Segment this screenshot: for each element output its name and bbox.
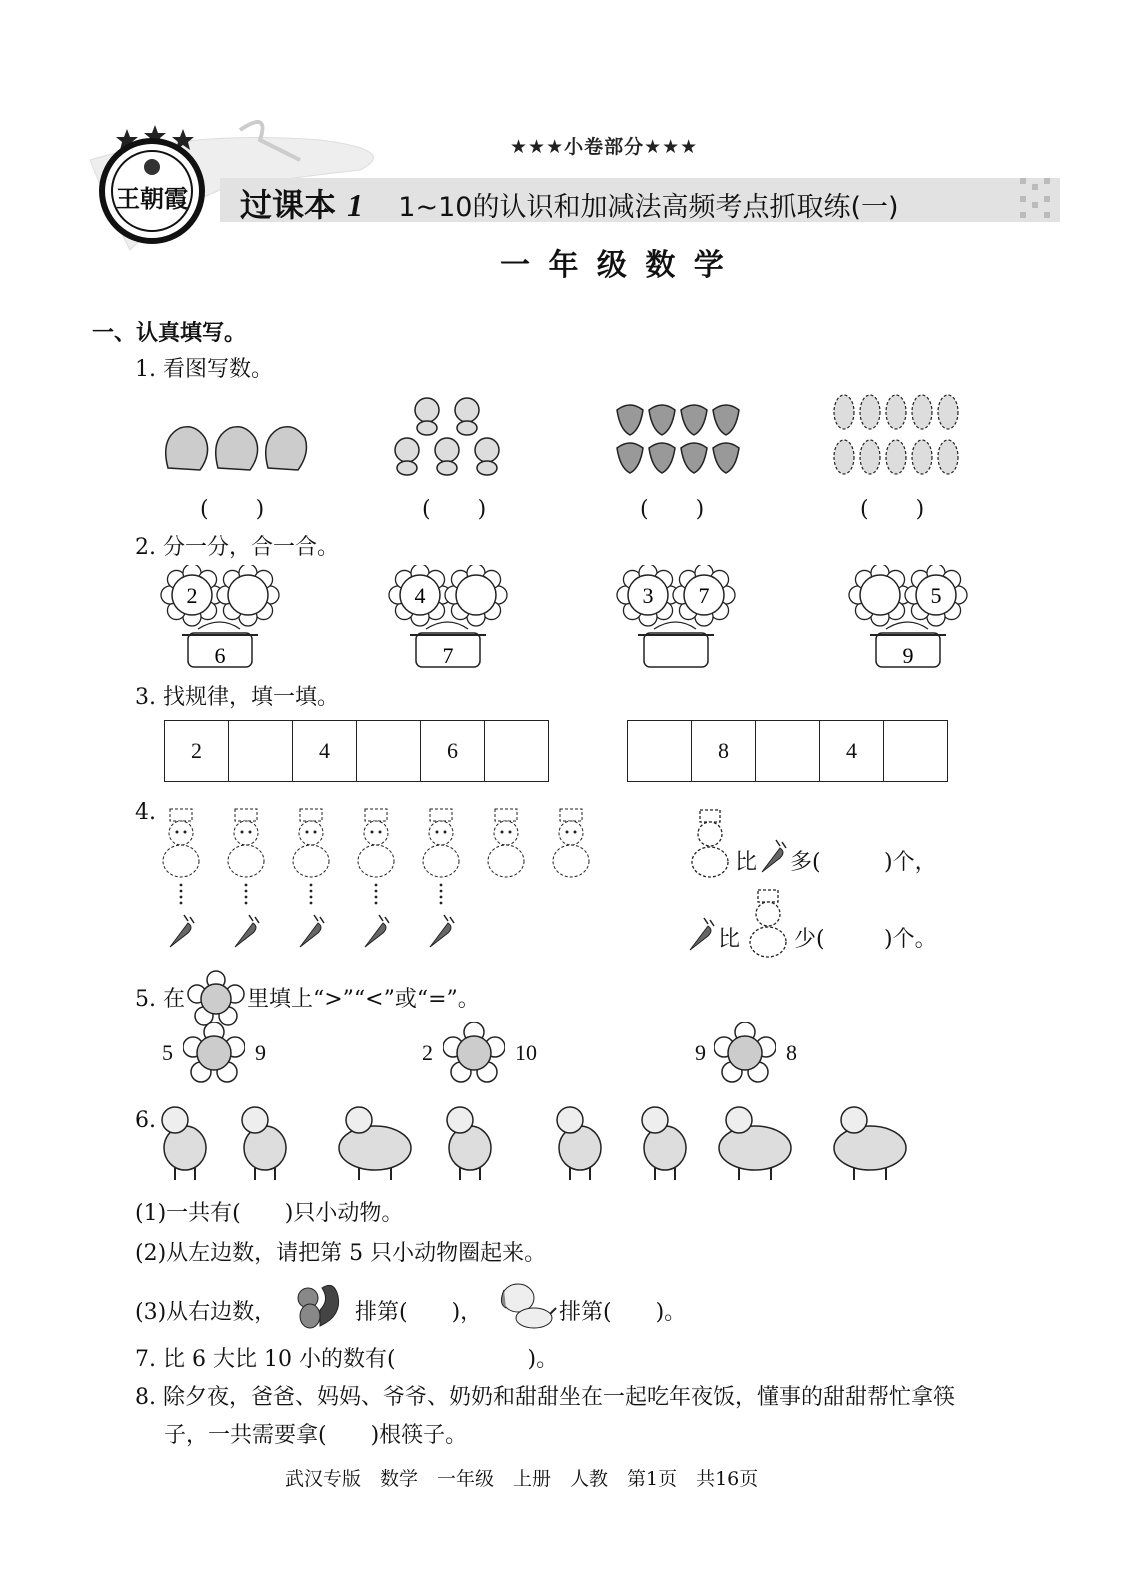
q3-cell[interactable] [756,721,820,781]
q6-sub1: (1)一共有( )只小动物。 [135,1201,404,1226]
rabbit-icon [162,1107,206,1180]
pot-right-number[interactable]: 7 [698,583,710,608]
leaf-icon [830,392,960,482]
title-prefix: 过课本 [240,186,337,224]
q3-cell[interactable]: 4 [293,721,357,781]
snowman-icon [163,809,199,877]
q3-cell[interactable] [357,721,421,781]
flower-icon [445,565,507,626]
q1-answer-2[interactable]: ( ) [422,497,488,522]
q1-answer-3[interactable]: ( ) [640,497,706,522]
page-title [240,180,899,226]
strawberry-icon [612,400,742,480]
dotted-connector [180,884,183,905]
q6-sub3-b: 排第( )， [355,1300,483,1325]
q4-line1-word1: 比 [735,850,758,875]
flower-icon [161,565,223,626]
puppy-icon [242,1107,286,1180]
flower-icon [905,565,967,626]
bear-icon [339,1107,411,1180]
q3-cell[interactable]: 8 [692,721,756,781]
carrot-icon [365,915,389,947]
flower-icon [389,565,451,626]
q1-label: 1. 看图写数。 [135,357,273,382]
snowman-icon [746,888,790,960]
flower-pot [389,565,507,668]
pot-left-number[interactable]: 2 [186,583,198,608]
q5-item2-a: 2 [422,1040,433,1065]
snowman-icon [553,809,589,877]
flower-pot [161,565,279,668]
compare-flower-2[interactable] [443,1022,505,1084]
q4-line1-word2: 多( [790,850,821,875]
page-subtitle: 一 年 级 数 学 [500,248,728,283]
flower-icon [849,565,911,626]
q3-label: 3. 找规律，填一填。 [135,685,339,710]
q5-item1-b: 9 [255,1040,266,1065]
compare-flower-3[interactable] [714,1022,776,1084]
q6-animal-row [160,1098,920,1183]
flower-pot [617,565,735,667]
dotted-connector [440,884,443,905]
squirrel-icon [447,1107,491,1180]
q3-cell[interactable] [884,721,947,781]
pot-right-number[interactable]: 5 [930,583,942,608]
flower-icon [217,565,279,626]
q6-label: 6. [135,1108,156,1133]
pot-left-number[interactable]: 3 [642,583,654,608]
carrot-icon [235,915,259,947]
q2-label: 2. 分一分，合一合。 [135,535,339,560]
flower-blank-icon [187,970,245,1028]
q2-flower-pots [150,565,1020,675]
q4-line1-word3: )个， [884,850,937,875]
snowman-icon [688,808,732,880]
q5-item2-b: 10 [515,1040,537,1065]
brand-name: 王朝霞 [116,187,188,213]
carrot-icon [686,916,716,952]
dotted-connector [310,884,313,905]
q5-item1-a: 5 [162,1040,173,1065]
q3-sequence-1 [164,720,549,782]
q3-cell[interactable]: 4 [820,721,884,781]
section-heading: 一、认真填写。 [92,321,247,346]
horse-icon [719,1107,791,1180]
page-footer: 武汉专版 数学 一年级 上册 人教 第1页 共16页 [285,1468,759,1490]
carrot-icon [300,915,324,947]
q3-cell[interactable] [628,721,692,781]
elephant-icon [834,1107,906,1180]
carrot-icon [758,838,788,874]
q4-snowmen-carrots [160,805,620,955]
deer-icon [642,1107,686,1180]
pot-total-number[interactable]: 9 [902,643,914,668]
snowman-icon [293,809,329,877]
title-main: 1~10的认识和加减法高频考点抓取练(一) [398,192,899,223]
q3-cell[interactable]: 2 [165,721,229,781]
snowman-icon [488,809,524,877]
title-number: 1 [347,187,364,223]
q1-answer-4[interactable]: ( ) [860,497,926,522]
section-banner: ★★★小卷部分★★★ [510,136,699,158]
brand-logo [92,125,212,245]
snowman-icon [358,809,394,877]
q5-item3-a: 9 [695,1040,706,1065]
snowman-icon [228,809,264,877]
cabbage-icon [160,418,310,478]
dotted-connector [375,884,378,905]
q4-line2-word3: )个。 [884,927,937,952]
squirrel-icon [290,1276,346,1332]
q6-sub3-a: (3)从右边数， [135,1300,277,1325]
snowman-icon [423,809,459,877]
q4-label: 4. [135,800,156,825]
q5-item3-b: 8 [786,1040,797,1065]
pot-left-number[interactable]: 4 [414,583,426,608]
q3-cell[interactable] [229,721,293,781]
pot-icon [644,633,708,667]
q5-label-suffix: 里填上“>”“<”或“=”。 [247,987,480,1012]
compare-flower-1[interactable] [183,1022,245,1084]
q5-label-prefix: 5. 在 [135,987,185,1012]
q3-cell[interactable]: 6 [421,721,485,781]
teddy-bear-icon [392,392,512,482]
monkey-icon [557,1107,601,1180]
flower-pot [849,565,967,668]
q6-sub2: (2)从左边数，请把第 5 只小动物圈起来。 [135,1241,547,1266]
q3-sequence-2 [627,720,948,782]
pot-total-number[interactable]: 6 [214,643,226,668]
q8-line1: 8. 除夕夜，爸爸、妈妈、爷爷、奶奶和甜甜坐在一起吃年夜饭，懂事的甜甜帮忙拿筷 [135,1385,955,1410]
pot-total-number[interactable]: 7 [442,643,454,668]
flower-icon [617,565,679,626]
q7-text: 7. 比 6 大比 10 小的数有( )。 [135,1347,559,1372]
q4-line2-word2: 少( [794,927,825,952]
q3-cell[interactable] [485,721,548,781]
q4-line2-word1: 比 [718,927,741,952]
q8-line2: 子，一共需要拿( )根筷子。 [164,1423,468,1448]
dotted-connector [245,884,248,905]
q1-answer-1[interactable]: ( ) [200,497,266,522]
carrot-icon [170,915,194,947]
puppy-icon [496,1280,558,1332]
carrot-icon [430,915,454,947]
flower-icon [673,565,735,626]
q6-sub3-c: 排第( )。 [559,1300,687,1325]
